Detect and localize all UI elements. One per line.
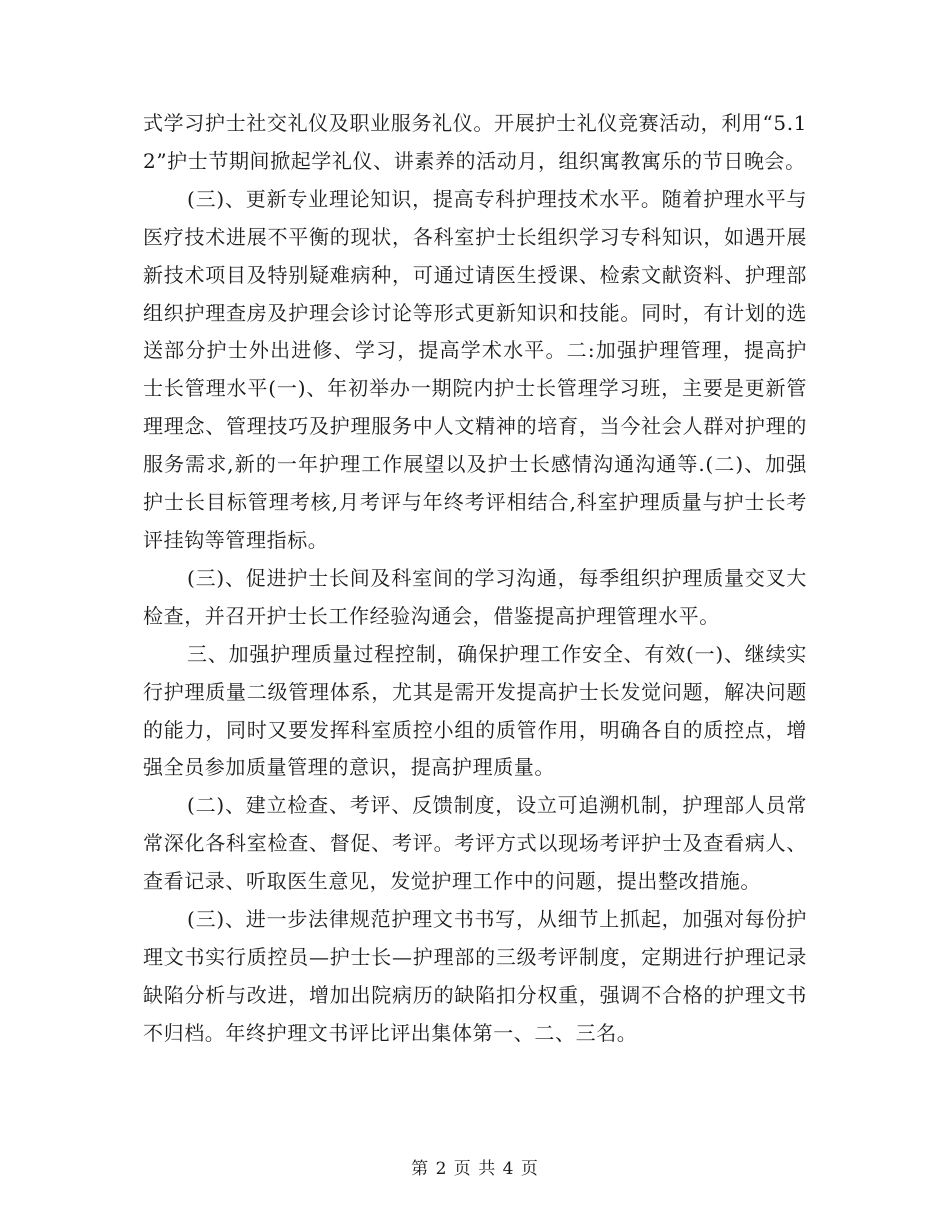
- paragraph-2: (三)、更新专业理论知识，提高专科护理技术水平。随着护理水平与医疗技术进展不平衡的现状，各科室护士长组织学习专科知识，如遇开展新技术项目及特别疑难病种，可通过请医生授课、检索文献资料、护理部组织护理查房及护理会诊讨论等形式更新知识和技能。同时，有计划的选送部分护士外出进修、学习，提高学术水平。二:加强护理管理，提高护士长管理水平(一)、年初举办一期院内护士长管理学习班，主要是更新管理理念、管理技巧及护理服务中人文精神的培育，当今社会人群对护理的服务需求,新的一年护理工作展望以及护士长感情沟通沟通等.(二)、加强护士长目标管理考核,月考评与年终考评相结合,科室护理质量与护士长考评挂钩等管理指标。: [143, 186, 807, 552]
- paragraph-3: (三)、促进护士长间及科室间的学习沟通，每季组织护理质量交叉大检查，并召开护士长工作经验沟通会，借鉴提高护理管理水平。: [143, 565, 807, 628]
- paragraph-1: 式学习护士社交礼仪及职业服务礼仪。开展护士礼仪竞赛活动，利用“5.12”护士节期间掀起学礼仪、讲素养的活动月，组织寓教寓乐的节日晚会。: [143, 111, 807, 173]
- body-text: [143, 105, 807, 1053]
- paragraph-5: (二)、建立检查、考评、反馈制度，设立可追溯机制，护理部人员常常深化各科室检查、督促、考评。考评方式以现场考评护士及查看病人、查看记录、听取医生意见，发觉护理工作中的问题，提出整改措施。: [143, 793, 807, 894]
- paragraph-6: (三)、进一步法律规范护理文书书写，从细节上抓起，加强对每份护理文书实行质控员—护士长—护理部的三级考评制度，定期进行护理记录缺陷分析与改进，增加出院病历的缺陷扣分权重，强调不合格的护理文书不归档。年终护理文书评比评出集体第一、二、三名。: [143, 907, 807, 1045]
- paragraph-4: 三、加强护理质量过程控制，确保护理工作安全、有效(一)、继续实行护理质量二级管理体系，尤其是需开发提高护士长发觉问题，解决问题的能力，同时又要发挥科室质控小组的质管作用，明确各自的质控点，增强全员参加质量管理的意识，提高护理质量。: [143, 641, 807, 780]
- page-footer: 第 2 页 共 4 页: [411, 1159, 539, 1179]
